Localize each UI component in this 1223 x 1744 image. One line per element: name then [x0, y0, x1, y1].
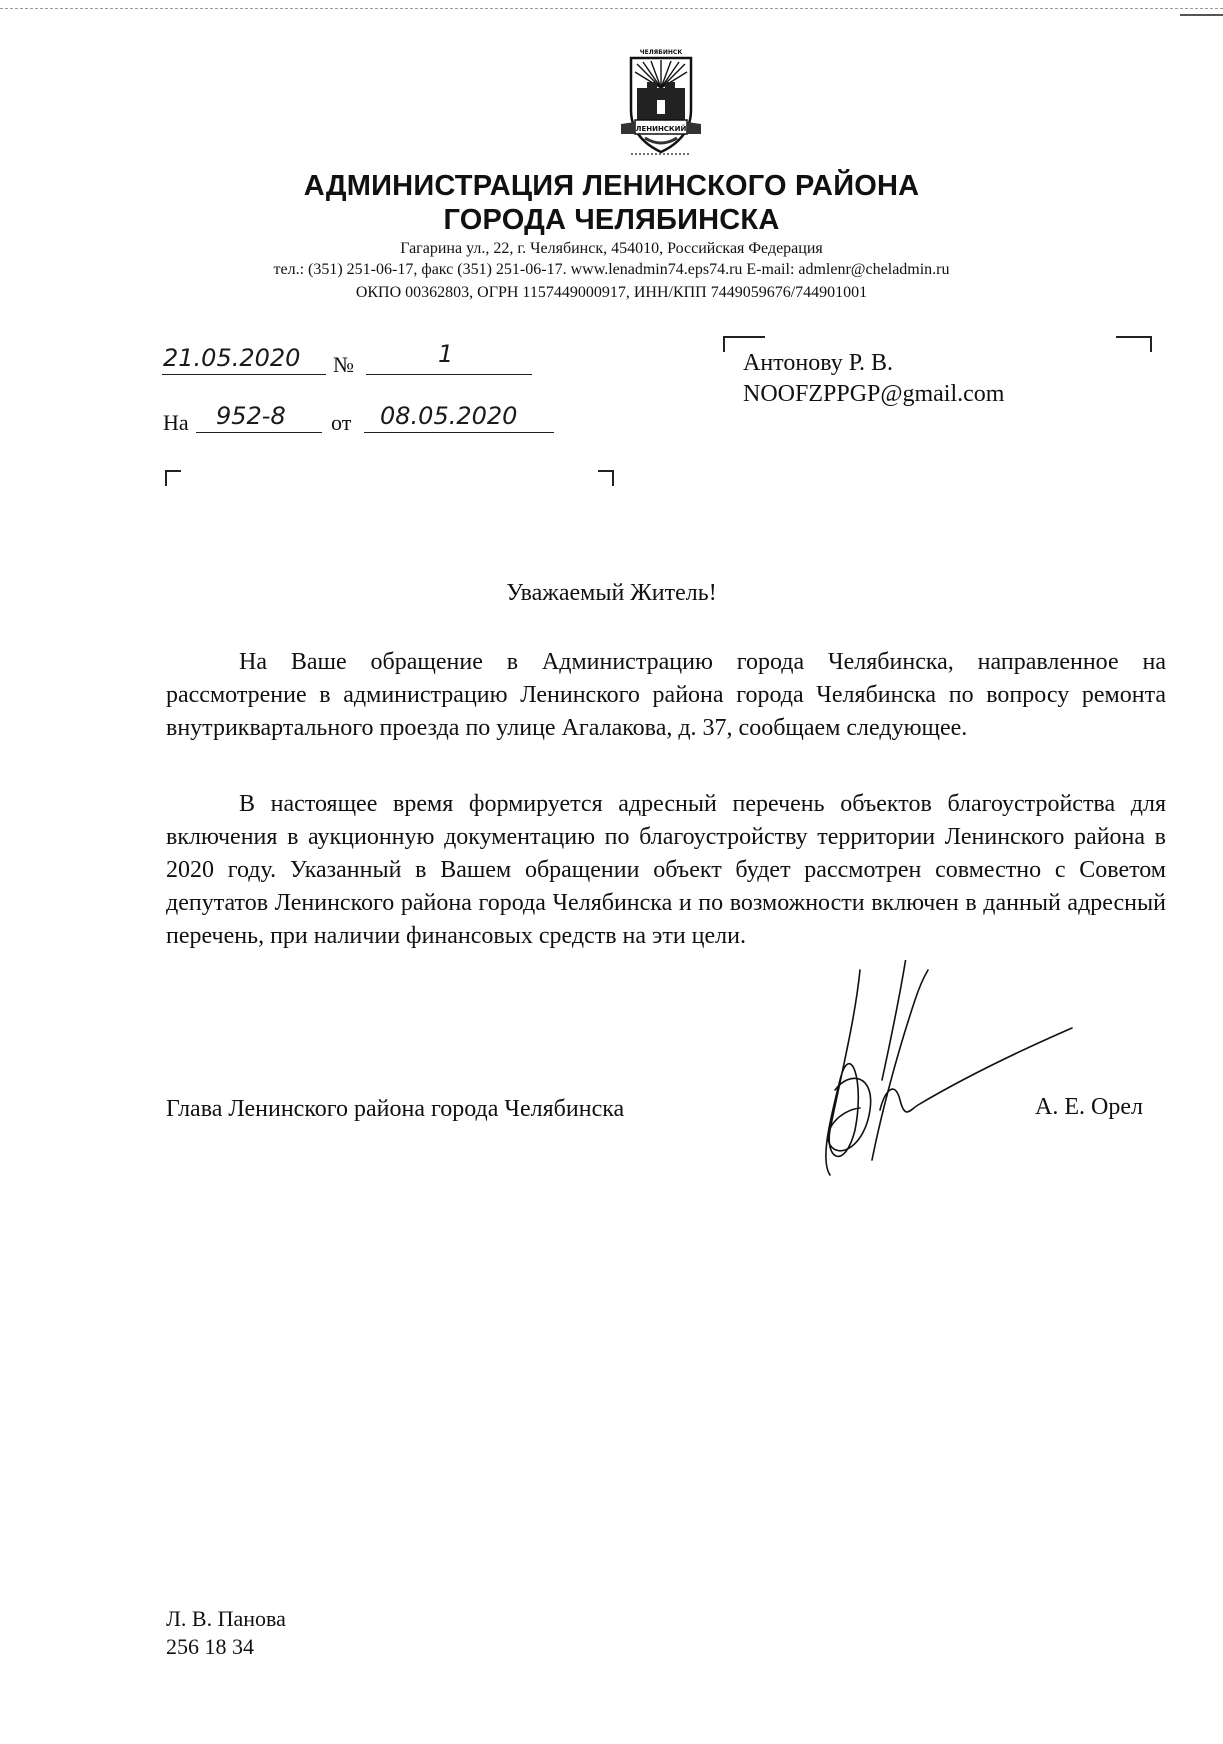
reference-date-underline — [364, 432, 554, 433]
coat-of-arms-icon — [607, 48, 715, 160]
emblem-ribbon-text: ЛЕНИНСКИЙ — [635, 125, 687, 133]
subject-corner-right — [598, 470, 614, 486]
date-underline — [162, 374, 326, 375]
organization-codes: ОКПО 00362803, ОГРН 1157449000917, ИНН/КПП 7449059676/744901001 — [355, 284, 868, 301]
recipient-email: NOOFZPPGP@gmail.com — [743, 381, 1005, 407]
handwritten-signature — [800, 960, 1100, 1200]
signatory-position: Глава Ленинского района города Челябинска — [166, 1096, 625, 1122]
subject-corner-left — [165, 470, 181, 486]
outgoing-number: 1 — [438, 340, 454, 368]
reference-number: 952-8 — [216, 402, 286, 430]
body-paragraph-1: На Ваше обращение в Администрацию города Челябинска, направленное на рассмотрение в администрацию Ленинского района города Челябинска по вопросу ремонта внутриквартального проезда по улице Агалакова, д. 37, сообщаем следующее. — [166, 649, 1166, 741]
reference-from-label: от — [331, 410, 352, 435]
scan-edge-mark — [1180, 14, 1223, 16]
organization-title-line2: ГОРОДА ЧЕЛЯБИНСКА — [443, 204, 780, 236]
recipient-name: Антонову Р. В. — [743, 350, 894, 376]
emblem-top-text: ЧЕЛЯБИНСК — [639, 49, 683, 56]
scan-edge-line — [0, 8, 1223, 9]
reference-label: На — [163, 410, 189, 435]
executor-name: Л. В. Панова — [166, 1606, 286, 1631]
number-underline — [366, 374, 532, 375]
number-label: № — [333, 352, 354, 377]
outgoing-date: 21.05.2020 — [163, 344, 301, 372]
reference-date: 08.05.2020 — [380, 402, 518, 430]
organization-title-line1: АДМИНИСТРАЦИЯ ЛЕНИНСКОГО РАЙОНА — [303, 170, 920, 202]
body-paragraph-2: В настоящее время формируется адресный перечень объектов благоустройства для включения в аукционную документацию по благоустройству территории Ленинского района в 2020 году. Указанный в Вашем обращении объект будет рассмотрен совместно с Советом депутатов Ленинского района города Челябинска и по возможности включен в данный адресный перечень, при наличии финансовых средств на эти цели. — [166, 791, 1166, 949]
executor-phone: 256 18 34 — [166, 1634, 254, 1659]
organization-address: Гагарина ул., 22, г. Челябинск, 454010, Российская Федерация — [400, 240, 823, 257]
signatory-name: А. Е. Орел — [1035, 1094, 1143, 1120]
recipient-corner-right — [1116, 336, 1152, 352]
organization-contacts: тел.: (351) 251-06-17, факс (351) 251-06-17. www.lenadmin74.eps74.ru E-mail: admlenr@cheladmin.ru — [273, 261, 950, 278]
reference-number-underline — [196, 432, 322, 433]
greeting: Уважаемый Житель! — [506, 580, 717, 606]
